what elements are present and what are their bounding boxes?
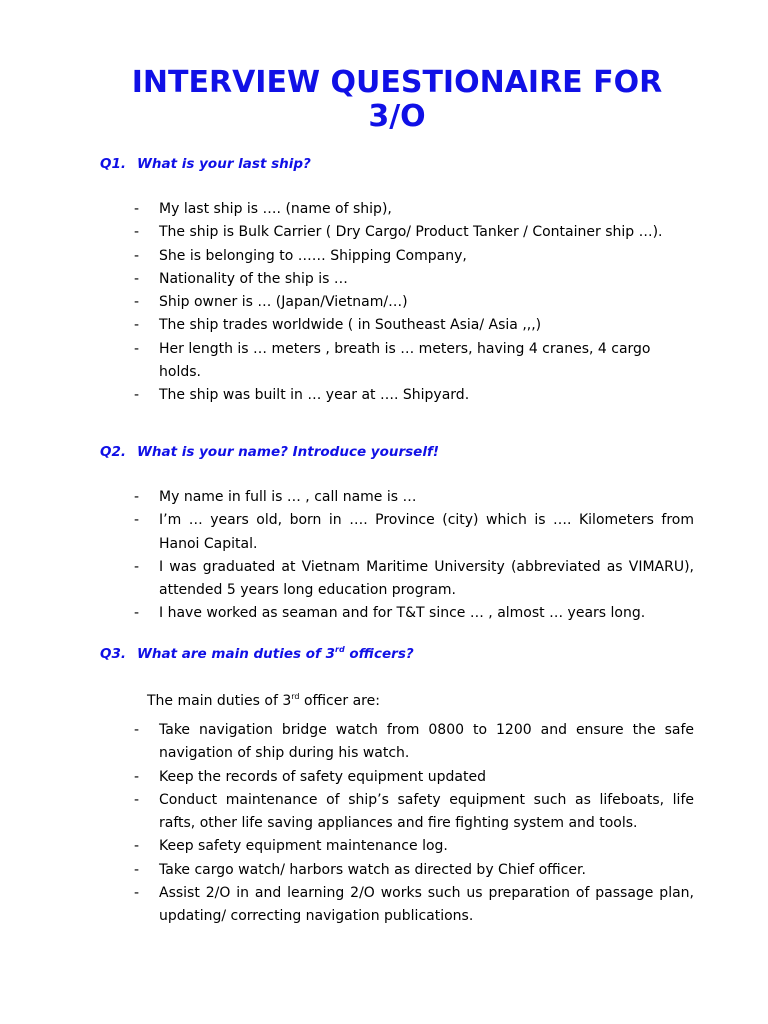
list-item bbox=[134, 556, 694, 603]
list-item-text: Keep safety equipment maintenance log. bbox=[159, 838, 448, 855]
question-text: What is your last ship? bbox=[137, 156, 311, 172]
list-item bbox=[134, 245, 694, 268]
list-item-text: The ship was built in … year at …. Shipyard. bbox=[159, 387, 470, 404]
list-item-text: Take navigation bridge watch from 0800 to 1200 and ensure the safe navigation of ship during his watch. bbox=[159, 722, 694, 762]
bullet-dash: - bbox=[134, 294, 140, 311]
bullet-dash: - bbox=[134, 558, 140, 575]
bullet-dash: - bbox=[134, 387, 140, 404]
list-item bbox=[134, 384, 694, 407]
list-item-text: My name in full is … , call name is … bbox=[159, 489, 417, 505]
question-text-end: officers? bbox=[344, 646, 414, 662]
question-3-heading bbox=[100, 645, 414, 663]
bullet-dash: - bbox=[134, 270, 140, 287]
list-item bbox=[134, 198, 694, 221]
list-item-text: She is belonging to …… Shipping Company, bbox=[159, 247, 467, 264]
list-item bbox=[134, 509, 694, 556]
list-item bbox=[134, 835, 694, 858]
document-title: INTERVIEW QUESTIONAIRE FOR 3/O bbox=[131, 65, 663, 134]
list-item bbox=[134, 486, 694, 509]
list-item bbox=[134, 719, 694, 766]
bullet-dash: - bbox=[134, 512, 140, 529]
list-item bbox=[134, 314, 694, 337]
question-text: What are main duties of 3 bbox=[137, 646, 335, 662]
answer-list-q2 bbox=[134, 486, 694, 626]
question-number: Q3. bbox=[100, 646, 126, 662]
question-1-heading bbox=[100, 155, 311, 173]
list-item bbox=[134, 882, 694, 929]
list-item-text: Keep the records of safety equipment updated bbox=[159, 768, 486, 785]
list-item bbox=[134, 789, 694, 836]
answer-list-q3 bbox=[134, 719, 694, 929]
bullet-dash: - bbox=[134, 861, 140, 878]
list-item-text: Take cargo watch/ harbors watch as directed by Chief officer. bbox=[159, 861, 586, 878]
bullet-dash: - bbox=[134, 838, 140, 855]
list-item-text: My last ship is …. (name of ship), bbox=[159, 201, 392, 217]
bullet-dash: - bbox=[134, 247, 140, 264]
ordinal-suffix: rd bbox=[335, 645, 345, 654]
bullet-dash: - bbox=[134, 340, 140, 357]
ordinal-suffix: rd bbox=[291, 692, 300, 701]
list-item-text: The ship is Bulk Carrier ( Dry Cargo/ Product Tanker / Container ship …). bbox=[159, 224, 663, 241]
list-item bbox=[134, 766, 694, 789]
list-item bbox=[134, 268, 694, 291]
question-number: Q1. bbox=[100, 156, 126, 172]
bullet-dash: - bbox=[134, 768, 140, 785]
list-item bbox=[134, 602, 694, 625]
list-item-text: I have worked as seaman and for T&T since … , almost … years long. bbox=[159, 605, 646, 622]
list-item bbox=[134, 859, 694, 882]
list-item-text: Nationality of the ship is … bbox=[159, 270, 348, 287]
list-item-text: Ship owner is … (Japan/Vietnam/…) bbox=[159, 294, 408, 311]
list-item-text: I was graduated at Vietnam Maritime University (abbreviated as VIMARU), attended 5 years long education program. bbox=[159, 558, 694, 599]
question-2-heading bbox=[100, 443, 439, 461]
list-item bbox=[134, 291, 694, 314]
bullet-dash: - bbox=[134, 605, 140, 622]
bullet-dash: - bbox=[134, 489, 140, 505]
list-item-text: Assist 2/O in and learning 2/O works such us preparation of passage plan, updating/ correcting navigation publications. bbox=[159, 885, 694, 925]
bullet-dash: - bbox=[134, 722, 140, 738]
bullet-dash: - bbox=[134, 317, 140, 334]
duties-intro bbox=[147, 690, 380, 713]
intro-text-end: officer are: bbox=[299, 693, 380, 709]
list-item-text: Her length is … meters , breath is … meters, having 4 cranes, 4 cargo holds. bbox=[159, 340, 651, 381]
intro-text: The main duties of 3 bbox=[147, 693, 292, 709]
list-item-text: Conduct maintenance of ship’s safety equipment such as lifeboats, life rafts, other life saving appliances and fire fighting system and tools. bbox=[159, 791, 694, 832]
bullet-dash: - bbox=[134, 885, 140, 902]
bullet-dash: - bbox=[134, 224, 140, 241]
answer-list-q1 bbox=[134, 198, 694, 408]
list-item bbox=[134, 338, 694, 385]
question-text: What is your name? Introduce yourself! bbox=[137, 444, 439, 460]
bullet-dash: - bbox=[134, 201, 140, 217]
bullet-dash: - bbox=[134, 791, 140, 808]
list-item bbox=[134, 221, 694, 244]
question-number: Q2. bbox=[100, 444, 126, 460]
list-item-text: I’m … years old, born in …. Province (city) which is …. Kilometers from Hanoi Capital. bbox=[159, 512, 694, 552]
list-item-text: The ship trades worldwide ( in Southeast Asia/ Asia ,,,) bbox=[159, 317, 542, 334]
